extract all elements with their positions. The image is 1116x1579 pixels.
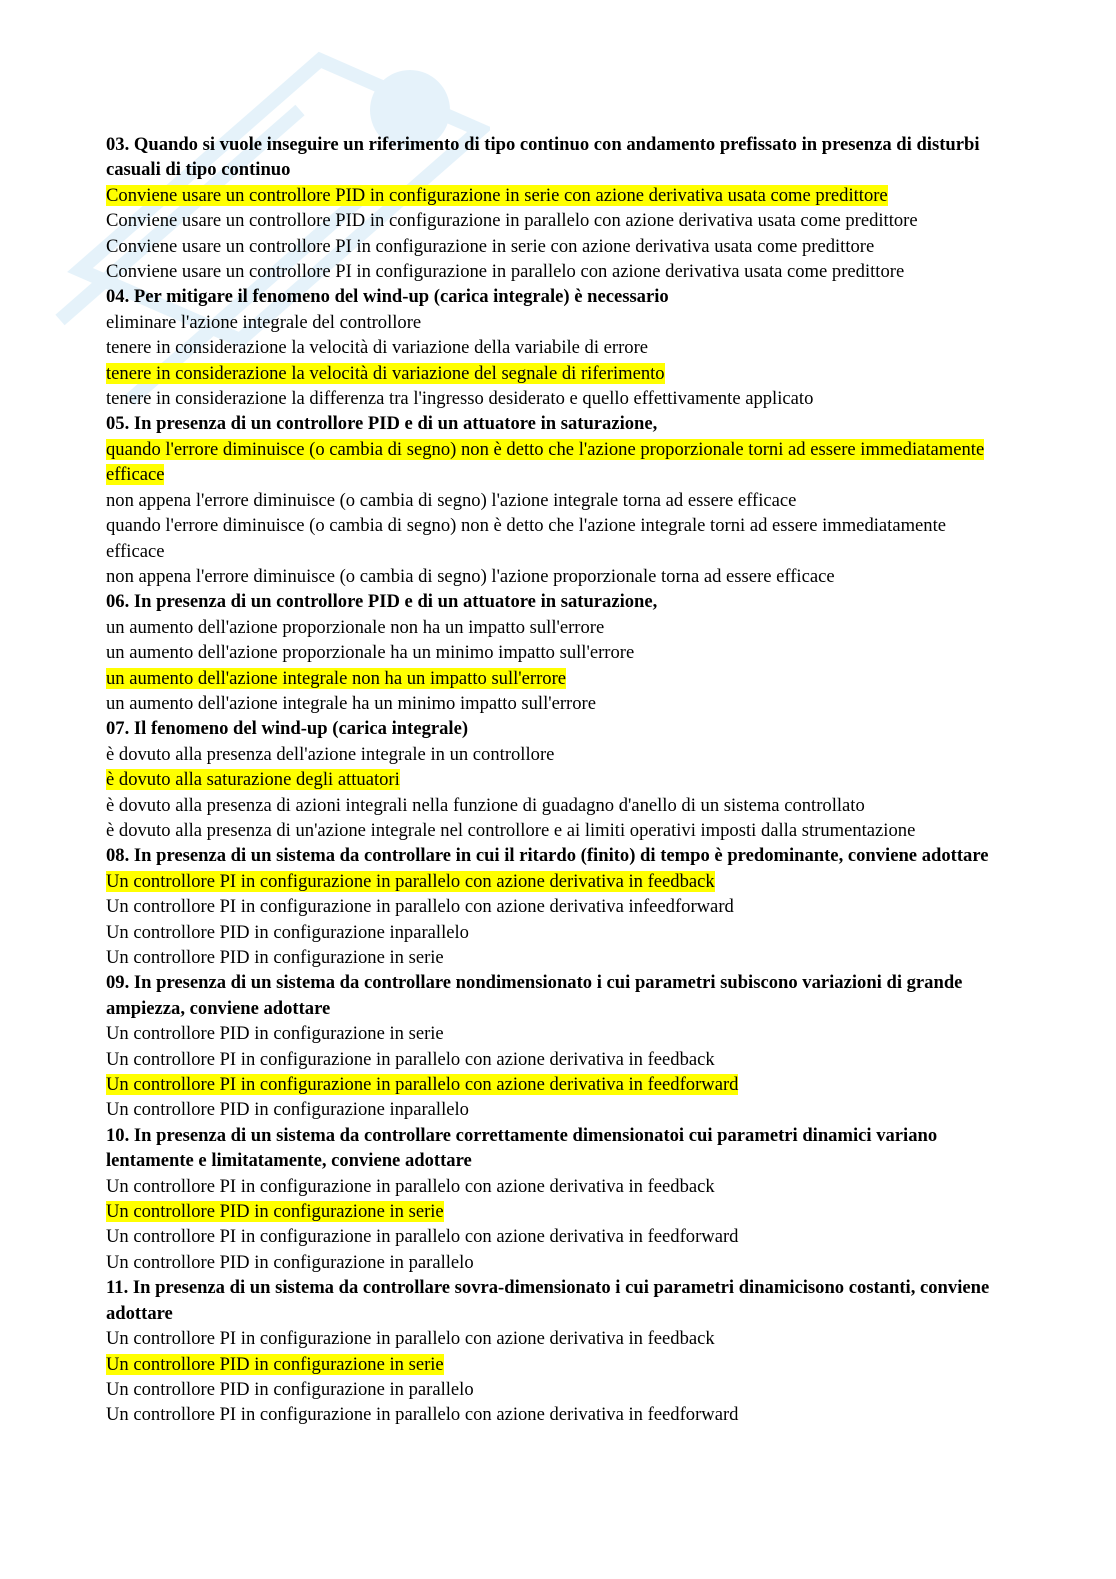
question-block [106, 843, 1006, 970]
quiz-document [106, 132, 1006, 1428]
question-text: 03. Quando si vuole inseguire un riferimento di tipo continuo con andamento prefissato in presenza di disturbi casuali di tipo continuo [106, 134, 980, 181]
question-text: 10. In presenza di un sistema da controllare correttamente dimensionatoi cui parametri dinamici variano lentamente e limitatamente, conviene adottare [106, 1124, 938, 1172]
question-text: 11. In presenza di un sistema da controllare sovra-dimensionato i cui parametri dinamicisono costanti, conviene adottare [106, 1277, 990, 1324]
answer-option: quando l'errore diminuisce (o cambia di segno) non è detto che l'azione integrale torni ad essere immediatamente efficace [106, 515, 947, 562]
question-block [106, 1275, 1006, 1427]
answer-option: Conviene usare un controllore PI in configurazione in parallelo con azione derivativa usata come predittore [106, 261, 905, 283]
answer-option: Un controllore PID in configurazione in parallelo [106, 1251, 474, 1273]
question-text: 07. Il fenomeno del wind-up (carica integrale) [106, 718, 469, 740]
answer-option: tenere in considerazione la velocità di variazione della variabile di errore [106, 337, 649, 359]
answer-option: Un controllore PID in configurazione in parallelo [106, 1378, 474, 1400]
answer-option: Un controllore PID in configurazione inparallelo [106, 1099, 469, 1121]
answer-option: Un controllore PI in configurazione in parallelo con azione derivativa in feedback [106, 1175, 715, 1197]
question-text: 04. Per mitigare il fenomeno del wind-up (carica integrale) è necessario [106, 286, 669, 308]
answer-option: Conviene usare un controllore PI in configurazione in serie con azione derivativa usata come predittore [106, 235, 875, 257]
answer-option: tenere in considerazione la differenza tra l'ingresso desiderato e quello effettivamente applicato [106, 388, 814, 410]
answer-option: non appena l'errore diminuisce (o cambia di segno) l'azione integrale torna ad essere efficace [106, 489, 797, 511]
answer-option: è dovuto alla presenza di azioni integrali nella funzione di guadagno d'anello di un sistema controllato [106, 794, 865, 816]
answer-option-correct: Un controllore PID in configurazione in serie [106, 1353, 444, 1375]
question-text: 06. In presenza di un controllore PID e di un attuatore in saturazione, [106, 591, 658, 613]
answer-option: Un controllore PI in configurazione in parallelo con azione derivativa infeedforward [106, 896, 734, 918]
answer-option: è dovuto alla presenza dell'azione integrale in un controllore [106, 743, 555, 765]
question-block [106, 716, 1006, 843]
answer-option: Un controllore PI in configurazione in parallelo con azione derivativa in feedback [106, 1048, 715, 1070]
answer-option: eliminare l'azione integrale del controllore [106, 311, 422, 333]
question-text: 05. In presenza di un controllore PID e di un attuatore in saturazione, [106, 413, 658, 435]
answer-option-correct: tenere in considerazione la velocità di variazione del segnale di riferimento [106, 362, 665, 384]
answer-option: Un controllore PI in configurazione in parallelo con azione derivativa in feedback [106, 1328, 715, 1350]
question-block [106, 284, 1006, 411]
answer-option: Un controllore PID in configurazione in serie [106, 947, 444, 968]
question-block [106, 589, 1006, 716]
answer-option-correct: Un controllore PID in configurazione in serie [106, 1201, 444, 1223]
answer-option-correct: Conviene usare un controllore PID in configurazione in serie con azione derivativa usata come predittore [106, 184, 888, 206]
answer-option: Un controllore PI in configurazione in parallelo con azione derivativa in feedforward [106, 1226, 739, 1248]
answer-option: un aumento dell'azione proporzionale non ha un impatto sull'errore [106, 616, 605, 638]
answer-option: Un controllore PI in configurazione in parallelo con azione derivativa in feedforward [106, 1404, 739, 1426]
answer-option-correct: è dovuto alla saturazione degli attuatori [106, 769, 400, 791]
answer-option: un aumento dell'azione integrale ha un minimo impatto sull'errore [106, 692, 596, 714]
question-block [106, 411, 1006, 589]
answer-option-correct: Un controllore PI in configurazione in parallelo con azione derivativa in feedforward [106, 1074, 739, 1096]
answer-option: è dovuto alla presenza di un'azione integrale nel controllore e ai limiti operativi imposti dalla strumentazione [106, 819, 916, 841]
question-block [106, 1123, 1006, 1275]
question-text: 09. In presenza di un sistema da controllare nondimensionato i cui parametri subiscono variazioni di grande ampiezza, conviene adottare [106, 972, 963, 1019]
answer-option: un aumento dell'azione proporzionale ha un minimo impatto sull'errore [106, 642, 635, 664]
answer-option: Conviene usare un controllore PID in configurazione in parallelo con azione derivativa usata come predittore [106, 210, 918, 232]
question-text: 08. In presenza di un sistema da controllare in cui il ritardo (finito) di tempo è predominante, conviene adottare [106, 845, 989, 867]
answer-option: non appena l'errore diminuisce (o cambia di segno) l'azione proporzionale torna ad essere efficace [106, 565, 835, 587]
answer-option-correct: Un controllore PI in configurazione in parallelo con azione derivativa in feedback [106, 870, 715, 892]
answer-option-correct: un aumento dell'azione integrale non ha un impatto sull'errore [106, 667, 567, 689]
answer-option: Un controllore PID in configurazione inparallelo [106, 921, 469, 943]
answer-option-correct: quando l'errore diminuisce (o cambia di segno) non è detto che l'azione proporzionale torni ad essere immediatamente efficace [106, 438, 985, 486]
answer-option: Un controllore PID in configurazione in serie [106, 1023, 444, 1045]
question-block [106, 970, 1006, 1122]
question-block [106, 132, 1006, 284]
